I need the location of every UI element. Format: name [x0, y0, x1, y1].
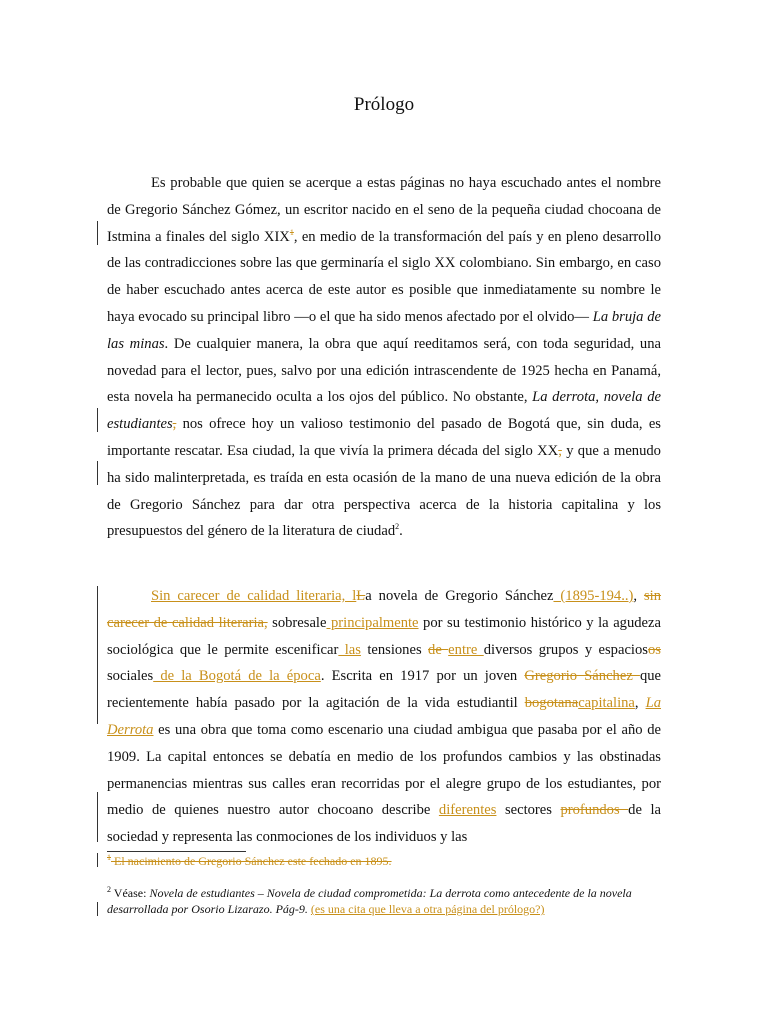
deleted-text[interactable]: sin carecer de calidad literaria,: [107, 588, 662, 631]
footnote-1: [107, 853, 661, 869]
change-bar: [97, 586, 98, 724]
inserted-text[interactable]: (1895-194..): [553, 588, 634, 604]
change-bar: [97, 221, 98, 245]
deleted-text[interactable]: bogotana: [524, 695, 579, 712]
inserted-comment[interactable]: (es una cita que lleva a otra página del prólogo?): [310, 902, 545, 916]
change-bar: [97, 792, 98, 842]
deleted-text[interactable]: L: [356, 588, 366, 604]
inserted-text[interactable]: diferentes: [438, 802, 497, 819]
paragraph-1: Es probable que quien se acerque a estas páginas no haya escuchado antes el nombre de Gregorio Sánchez Gómez, un escritor nacido en el seno de la pequeña ciudad chocoana de Istmina a finales del siglo XIX$^1$, en medio de la transformación del país y en pleno desarrollo de las contradicciones sobre las que germinaría el siglo XX colombiano. Sin embargo, en caso de haber escuchado antes acerca de este autor es posible que inmediatamente su nombre le haya evocado su principal libro —o el que ha sido menos afectado por el olvido— La bruja de las minas. De cualquier manera, la obra que aquí reeditamos será, con toda seguridad, una novedad para el lector, pues, salvo por una edición intrascendente de 1925 hecha en Panamá, esta novela ha permanecido oculta a los ojos del público. No obstante, La derrota, novela de estudiantes, nos ofrece hoy un valioso testimonio del pasado de Bogotá que, sin duda, es importante rescatar. Esa ciudad, la que vivía la primera década del siglo XX, y que a menudo ha sido malinterpretada, es traída en esta ocasión de la mano de una nueva edición de la obra de Gregorio Sánchez para dar otra perspectiva acerca de la historia capitalina y los presupuestos del género de la literatura de ciudad$^2$.: [107, 175, 662, 540]
footnote-separator: [107, 851, 246, 852]
deleted-text[interactable]: de: [428, 641, 449, 658]
footnote-number: 1: [107, 853, 111, 862]
inserted-text[interactable]: las: [338, 641, 361, 658]
footnote-2: $^2$ Véase: Novela de estudiantes – Novela de ciudad comprometida: La derrota como antecedente de la novela desarrollada por Osorio Lizarazo. Pág-9. (es una cita que lleva a otra página del prólogo?): [107, 885, 632, 916]
change-bar: [97, 408, 98, 432]
footnote-ref-1[interactable]: 1: [289, 227, 294, 237]
inserted-text[interactable]: entre: [448, 641, 484, 658]
page-title: Prólogo: [353, 94, 415, 115]
paragraph-2: Sin carecer de calidad literaria, lLa novela de Gregorio Sánchez (1895-194..), sin carecer de calidad literaria, sobresale principalmente por su testimonio histórico y la agudeza sociológica que le permite escenificar las tensiones de entre diversos grupos y espaciosos sociales de la Bogotá de la época. Escrita en 1917 por un joven Gregorio Sánchez que recientemente había pasado por la agitación de la vida estudiantil bogotanacapitalina, La Derrota es una obra que toma como escenario una ciudad ambigua que pasaba por el año de 1909. La capital entonces se debatía en medio de los profundos cambios y las obstinadas permanencias mientras sus calles eran recorridas por el alegre grupo de los estudiantes, por medio de quienes nuestro autor chocoano describe diferentes sectores profundos de la sociedad y representa las conmociones de los individuos y las: [107, 588, 662, 846]
change-bar: [97, 902, 98, 916]
footnote-number: 2: [107, 885, 111, 894]
deleted-text[interactable]: os: [647, 641, 661, 658]
inserted-text[interactable]: capitalina: [578, 695, 635, 712]
deleted-text[interactable]: profundos: [560, 802, 629, 819]
book-title: La derrota, novela de estudiantes: [107, 389, 662, 433]
inserted-text[interactable]: Sin carecer de calidad literaria, l: [151, 588, 357, 604]
citation-title: Novela de estudiantes – Novela de ciudad comprometida: La derrota como antecedente de la novela desarrollada por Osorio Lizarazo. Pág-9.: [107, 886, 632, 916]
inserted-text[interactable]: principalmente: [326, 614, 419, 631]
change-bar: [97, 853, 98, 867]
deleted-footnote-text[interactable]: El nacimiento de Gregorio Sánchez este fechado en 1895.: [111, 854, 392, 868]
footnote-ref-2[interactable]: 2: [395, 522, 400, 532]
deleted-text[interactable]: ,: [172, 416, 177, 433]
book-title: La bruja de las minas: [107, 308, 661, 352]
change-bar: [97, 461, 98, 485]
deleted-text[interactable]: ,: [558, 442, 562, 459]
deleted-text[interactable]: Gregorio Sánchez: [524, 668, 640, 685]
inserted-book-title[interactable]: La Derrota: [107, 695, 661, 738]
inserted-text[interactable]: de la Bogotá de la época: [153, 668, 321, 685]
